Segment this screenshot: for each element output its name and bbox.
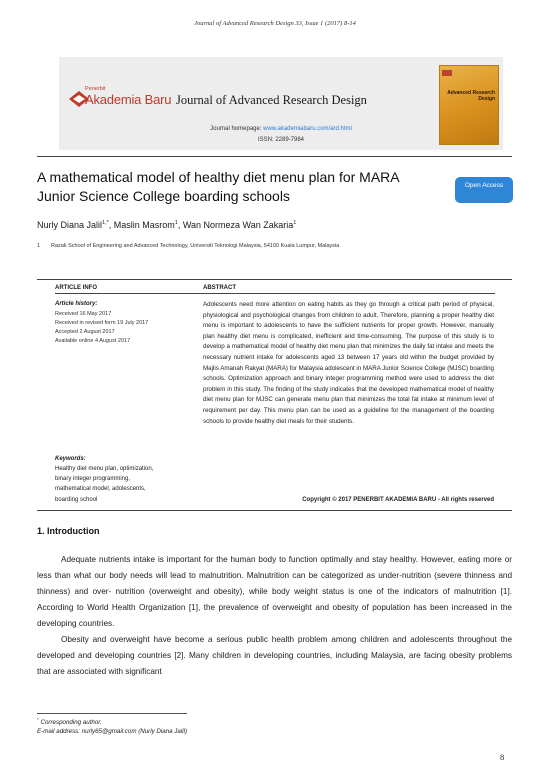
- journal-title: Journal of Advanced Research Design: [176, 93, 367, 107]
- abstract-text: Adolescents need more attention on eating habits as they go through a critical path period of physical, physiological and psychological changes from children to adult. Therefore, planning a proper healthy diet menu is important to adolescents to have the sufficient nutrients for proper growth. However, manually plan healthy diet menu is complicated, inefficient and time-consuming. The purpose of this study is to develop a mathematical model of healthy diet menu plan that minimizes the daily fat intake and meets the necessary nutrient intake for adolescents aged 13 between 17 years old within the budget provided by Majlis Amanah Rakyat (MARA) for Malaysia adolescent in MARA Junior Science College (MJSC) boarding schools. Optimization approach and binary integer programming method were used to address the diet problem in this study. The finding of the study indicates that the developed mathematical model of healthy diet menu plan for MJSC can generate menu plan that minimizes the total fat intake at minimum level of requirement per day. This menu plan can be used as a guideline for the management of the boarding schools to provide healthy diet meals for their students.: [203, 301, 494, 425]
- author-name: Wan Normeza Wan Zakaria: [182, 220, 294, 230]
- cover-logo-mark: [442, 70, 452, 76]
- history-item: Accepted 2 August 2017: [55, 329, 115, 335]
- abstract-heading: ABSTRACT: [203, 285, 236, 291]
- history-item: Received 16 May 2017: [55, 311, 112, 317]
- article-info-heading: ARTICLE INFO: [55, 285, 97, 291]
- section-body: [37, 552, 512, 680]
- footnote-email: E-mail address: nurly65@gmail.com (Nurly Diana Jalil): [37, 728, 188, 735]
- footnote-marker: *: [37, 717, 39, 722]
- article-history-label: Article history:: [55, 301, 98, 307]
- cover-title: Advanced Research Design: [447, 90, 495, 102]
- journal-cover-image: [439, 65, 499, 145]
- publisher-name: Akademia Baru: [85, 92, 172, 107]
- affiliation: [37, 243, 512, 249]
- body-paragraph: Adequate nutrients intake is important for the human body to function optimally and stay healthy. However, eating more or less than what our body needs will lead to malnutrition. Malnutrition can be categorized as under-nutrition (severe thinness and thinness) and over- nutrition (overweight and obesity), while body weight status is one of the indicators of malnutrition [1]. According to World Health Organization [1], the prevalence of overweight and obesity of population has been increased in the developing countries.: [37, 555, 512, 628]
- abstract-bottom-divider: [37, 510, 512, 511]
- keyword-line: Healthy diet menu plan, optimization,: [55, 466, 154, 472]
- open-access-badge[interactable]: Open Access: [455, 177, 513, 203]
- affiliation-number: 1: [37, 243, 41, 249]
- author-affiliation-mark: 1: [293, 220, 297, 226]
- journal-issn: ISSN: 2289-7984: [257, 137, 305, 143]
- keyword-line: binary integer programming,: [55, 476, 131, 482]
- page-number: 8: [500, 752, 505, 762]
- keyword-line: mathematical model, adolescents,: [55, 486, 146, 492]
- author-affiliation-mark: 1,*: [102, 220, 109, 226]
- publisher-logo: [67, 85, 177, 125]
- journal-banner: [59, 57, 503, 150]
- author-affiliation-mark: 1: [174, 220, 178, 226]
- copyright-notice: Copyright © 2017 PENERBIT AKADEMIA BARU - All rights reserved: [302, 497, 494, 503]
- author-separator: ,: [108, 220, 114, 230]
- footnote-corresponding-text: Corresponding author.: [40, 719, 102, 727]
- keyword-line: boarding school: [55, 497, 98, 503]
- paper-title: A mathematical model of healthy diet menu plan for MARA Junior Science College boarding schools: [37, 169, 399, 204]
- author-list: [37, 220, 296, 230]
- keywords-label: Keywords:: [55, 456, 86, 462]
- header-divider: [37, 156, 512, 157]
- info-top-divider: [37, 279, 512, 280]
- publisher-small-text: Penerbit: [85, 86, 106, 92]
- footnote-corresponding: [37, 717, 102, 726]
- footnote-rule: [37, 713, 187, 714]
- homepage-label: Journal homepage:: [210, 126, 264, 132]
- author-name: Maslin Masrom: [113, 220, 175, 230]
- author-name: Nurly Diana Jalil: [37, 220, 103, 230]
- homepage-link[interactable]: www.akademiabaru.com/ard.html: [263, 126, 352, 132]
- section-heading: 1. Introduction: [37, 526, 100, 536]
- running-header: Journal of Advanced Research Design 33, Issue 1 (2017) 8-14: [194, 20, 356, 27]
- info-heading-divider: [55, 293, 495, 294]
- journal-homepage: [59, 126, 503, 132]
- history-item: Available online 4 August 2017: [55, 338, 131, 344]
- body-paragraph: Obesity and overweight have become a serious public health problem among children and adolescents throughout the developed and developing countries [2]. Many children in developing countries, including Malaysia, are facing obesity problems that are associated with significant: [37, 635, 512, 676]
- history-item: Received in revised form 19 July 2017: [55, 320, 149, 326]
- affiliation-text: Razak School of Engineering and Advanced Technology, Universiti Teknologi Malaysia, 54100 Kuala Lumpur, Malaysia: [51, 243, 340, 249]
- author-separator: ,: [177, 220, 183, 230]
